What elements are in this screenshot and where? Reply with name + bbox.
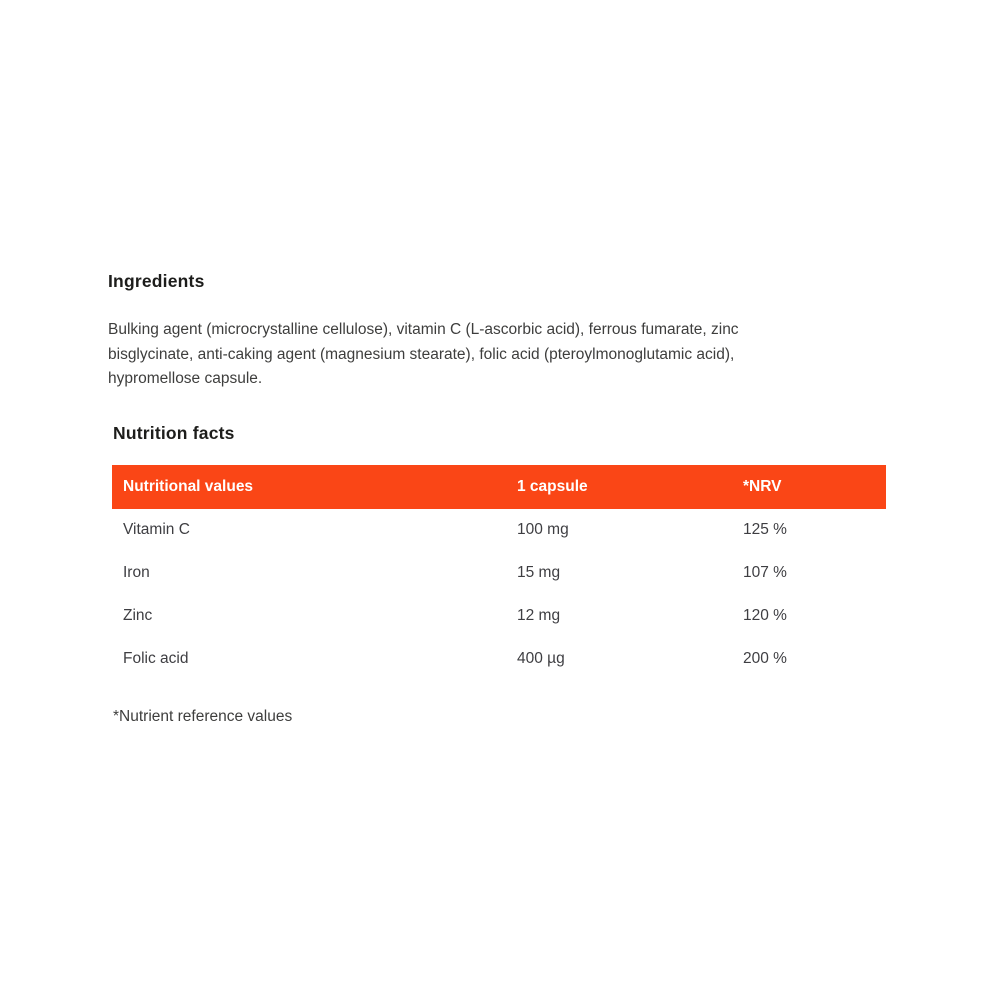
nutrition-facts-heading: Nutrition facts [113, 422, 235, 443]
nrv-cell: 120 % [743, 595, 886, 638]
ingredients-text: Bulking agent (microcrystalline cellulose), vitamin C (L-ascorbic acid), ferrous fumarate, zinc bisglycinate, anti-caking agent (magnesium stearate), folic acid (pteroylmonoglutamic acid), hypromellose capsule. [108, 321, 739, 387]
amount-cell: 15 mg [517, 552, 743, 595]
amount-cell: 12 mg [517, 595, 743, 638]
table-row [112, 509, 886, 552]
nutrient-name-cell: Vitamin C [112, 509, 517, 552]
ingredients-heading: Ingredients [108, 271, 205, 291]
table-header-nutritional-values: Nutritional values [112, 465, 517, 509]
nutrition-table-header-row [112, 465, 886, 509]
nutrient-name-cell: Iron [112, 552, 517, 595]
product-info-content [108, 271, 892, 726]
table-header-nrv: *NRV [743, 465, 886, 509]
amount-cell: 400 µg [517, 638, 743, 681]
table-header-1-capsule: 1 capsule [517, 465, 743, 509]
nutrition-table [112, 465, 886, 681]
nrv-cell: 107 % [743, 552, 886, 595]
table-row [112, 552, 886, 595]
nutrient-name-cell: Folic acid [112, 638, 517, 681]
table-row [112, 638, 886, 681]
nrv-cell: 200 % [743, 638, 886, 681]
table-row [112, 595, 886, 638]
nutrient-name-cell: Zinc [112, 595, 517, 638]
nrv-footnote: *Nutrient reference values [113, 707, 293, 725]
amount-cell: 100 mg [517, 509, 743, 552]
nrv-cell: 125 % [743, 509, 886, 552]
